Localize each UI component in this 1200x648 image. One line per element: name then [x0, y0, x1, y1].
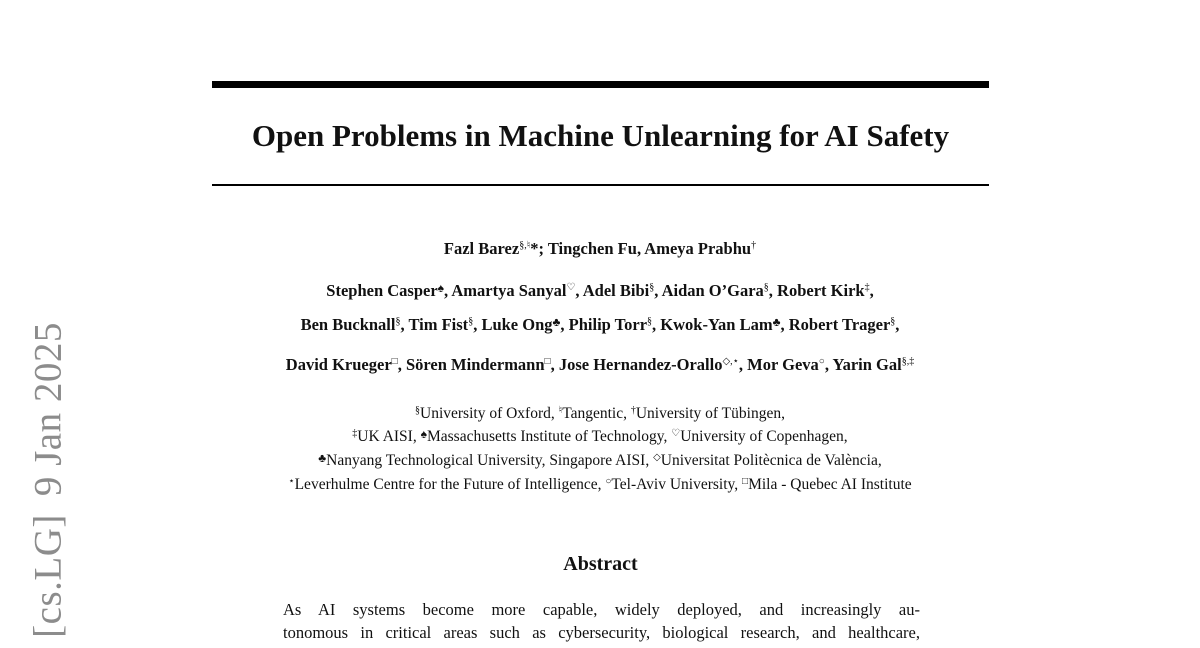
- affiliation-text: Mila - Quebec AI Institute: [748, 476, 912, 493]
- author-separator: ,: [895, 315, 900, 334]
- author-separator: ,: [654, 281, 662, 300]
- affiliation-text: Leverhulme Centre for the Future of Intelligence,: [294, 476, 606, 493]
- author-name: Aidan O’Gara: [661, 281, 764, 300]
- author-separator: ,: [550, 355, 559, 374]
- author-affiliation-marks: §: [649, 282, 655, 293]
- author-name: Yarin Gal: [832, 355, 902, 374]
- author-name: Robert Kirk: [777, 281, 865, 300]
- author-separator: ,: [473, 315, 482, 334]
- author-line-2: [150, 280, 1050, 302]
- author-line-1: [150, 238, 1050, 260]
- author-name: Luke Ong: [481, 315, 553, 334]
- affiliation-mark: ◇: [653, 452, 661, 463]
- affiliation-mark: §: [415, 405, 421, 416]
- author-affiliation-marks: ♠: [437, 281, 445, 295]
- affiliation-mark: ♠: [420, 427, 427, 441]
- affiliation-mark: ⋆: [288, 476, 295, 487]
- title-bottom-rule: [212, 184, 989, 186]
- author-affiliation-marks: §: [763, 282, 769, 293]
- author-name: Amartya Sanyal: [451, 281, 567, 300]
- arxiv-category: [cs.LG]: [26, 514, 70, 638]
- author-affiliation-marks: ♡: [566, 282, 576, 293]
- author-affiliation-marks: §,‡: [901, 356, 915, 367]
- affiliation-text: UK AISI,: [357, 428, 421, 445]
- author-name: Philip Torr: [568, 315, 648, 334]
- affiliation-text: Tangentic,: [562, 405, 631, 422]
- title-top-rule: [212, 81, 989, 88]
- affiliation-mark: ♡: [671, 428, 681, 439]
- author-separator: ,: [397, 355, 406, 374]
- author-separator: ,: [575, 281, 583, 300]
- affiliation-mark: □: [742, 476, 749, 487]
- paper-title: Open Problems in Machine Unlearning for AI Safety: [251, 118, 950, 153]
- author-separator: ,: [869, 281, 874, 300]
- author-name: Fazl Barez: [443, 239, 520, 258]
- abstract-body: [283, 598, 920, 644]
- affiliation-text: Massachusetts Institute of Technology,: [426, 428, 672, 445]
- author-affiliation-marks: §: [890, 316, 896, 327]
- affiliation-text: University of Copenhagen,: [680, 428, 848, 445]
- author-separator: ,: [824, 355, 833, 374]
- affiliation-text: University of Oxford,: [420, 405, 559, 422]
- author-name: Stephen Casper: [326, 281, 438, 300]
- abstract-heading: Abstract: [563, 553, 638, 575]
- affiliation-text: University of Tübingen,: [635, 405, 785, 422]
- author-affiliation-marks: §: [468, 316, 474, 327]
- author-name: Tim Fist: [408, 315, 469, 334]
- author-separator: ,: [400, 315, 409, 334]
- author-separator: ,: [560, 315, 569, 334]
- author-name: David Krueger: [285, 355, 392, 374]
- author-separator: *;: [530, 239, 548, 258]
- author-affiliation-marks: ♣: [772, 315, 781, 329]
- author-affiliation-marks: □: [544, 356, 551, 367]
- author-name: Tingchen Fu,: [547, 239, 645, 258]
- author-affiliation-marks: □: [391, 356, 398, 367]
- author-name: Sören Mindermann: [405, 355, 545, 374]
- author-line-3: [150, 314, 1050, 336]
- author-name: Jose Hernandez-Orallo: [558, 355, 723, 374]
- author-separator: ,: [780, 315, 789, 334]
- affiliation-line-3: [150, 451, 1050, 471]
- author-line-4: [150, 354, 1050, 376]
- affiliation-mark: ‡: [352, 428, 358, 439]
- author-name: Mor Geva: [747, 355, 819, 374]
- author-affiliation-marks: ◇,⋆: [722, 356, 739, 367]
- author-name: Robert Trager: [788, 315, 891, 334]
- affiliation-text: Nanyang Technological University, Singapore AISI,: [326, 452, 654, 469]
- affiliation-text: Tel-Aviv University,: [611, 476, 743, 493]
- author-name: Ben Bucknall: [300, 315, 396, 334]
- author-affiliation-marks: §: [395, 316, 401, 327]
- author-name: Ameya Prabhu: [644, 239, 752, 258]
- author-affiliation-marks: §,♮: [519, 240, 531, 251]
- author-name: Adel Bibi: [582, 281, 650, 300]
- affiliation-mark: ○: [605, 476, 612, 487]
- author-affiliation-marks: ○: [818, 356, 825, 367]
- affiliation-mark: ♣: [318, 451, 327, 465]
- author-affiliation-marks: †: [751, 240, 757, 251]
- author-name: Kwok-Yan Lam: [660, 315, 773, 334]
- author-separator: ,: [768, 281, 778, 300]
- affiliation-line-2: [150, 427, 1050, 447]
- author-affiliation-marks: ‡: [864, 282, 870, 293]
- author-affiliation-marks: §: [647, 316, 653, 327]
- affiliation-mark: ♮: [558, 405, 563, 416]
- arxiv-date: 9 Jan 2025: [26, 322, 70, 497]
- author-separator: ,: [738, 355, 748, 374]
- affiliation-line-4: [150, 475, 1050, 495]
- affiliation-mark: †: [630, 405, 636, 416]
- author-separator: ,: [444, 281, 452, 300]
- affiliation-text: Universitat Politècnica de València,: [660, 452, 882, 469]
- arxiv-margin-stamp: [26, 322, 71, 638]
- author-affiliation-marks: ♣: [552, 315, 561, 329]
- abstract-line: tonomous in critical areas such as cybersecurity, biological research, and healthcare,: [283, 623, 920, 642]
- affiliation-line-1: [150, 404, 1050, 424]
- author-separator: ,: [652, 315, 661, 334]
- abstract-line: As AI systems become more capable, widely deployed, and increasingly au-: [283, 600, 920, 619]
